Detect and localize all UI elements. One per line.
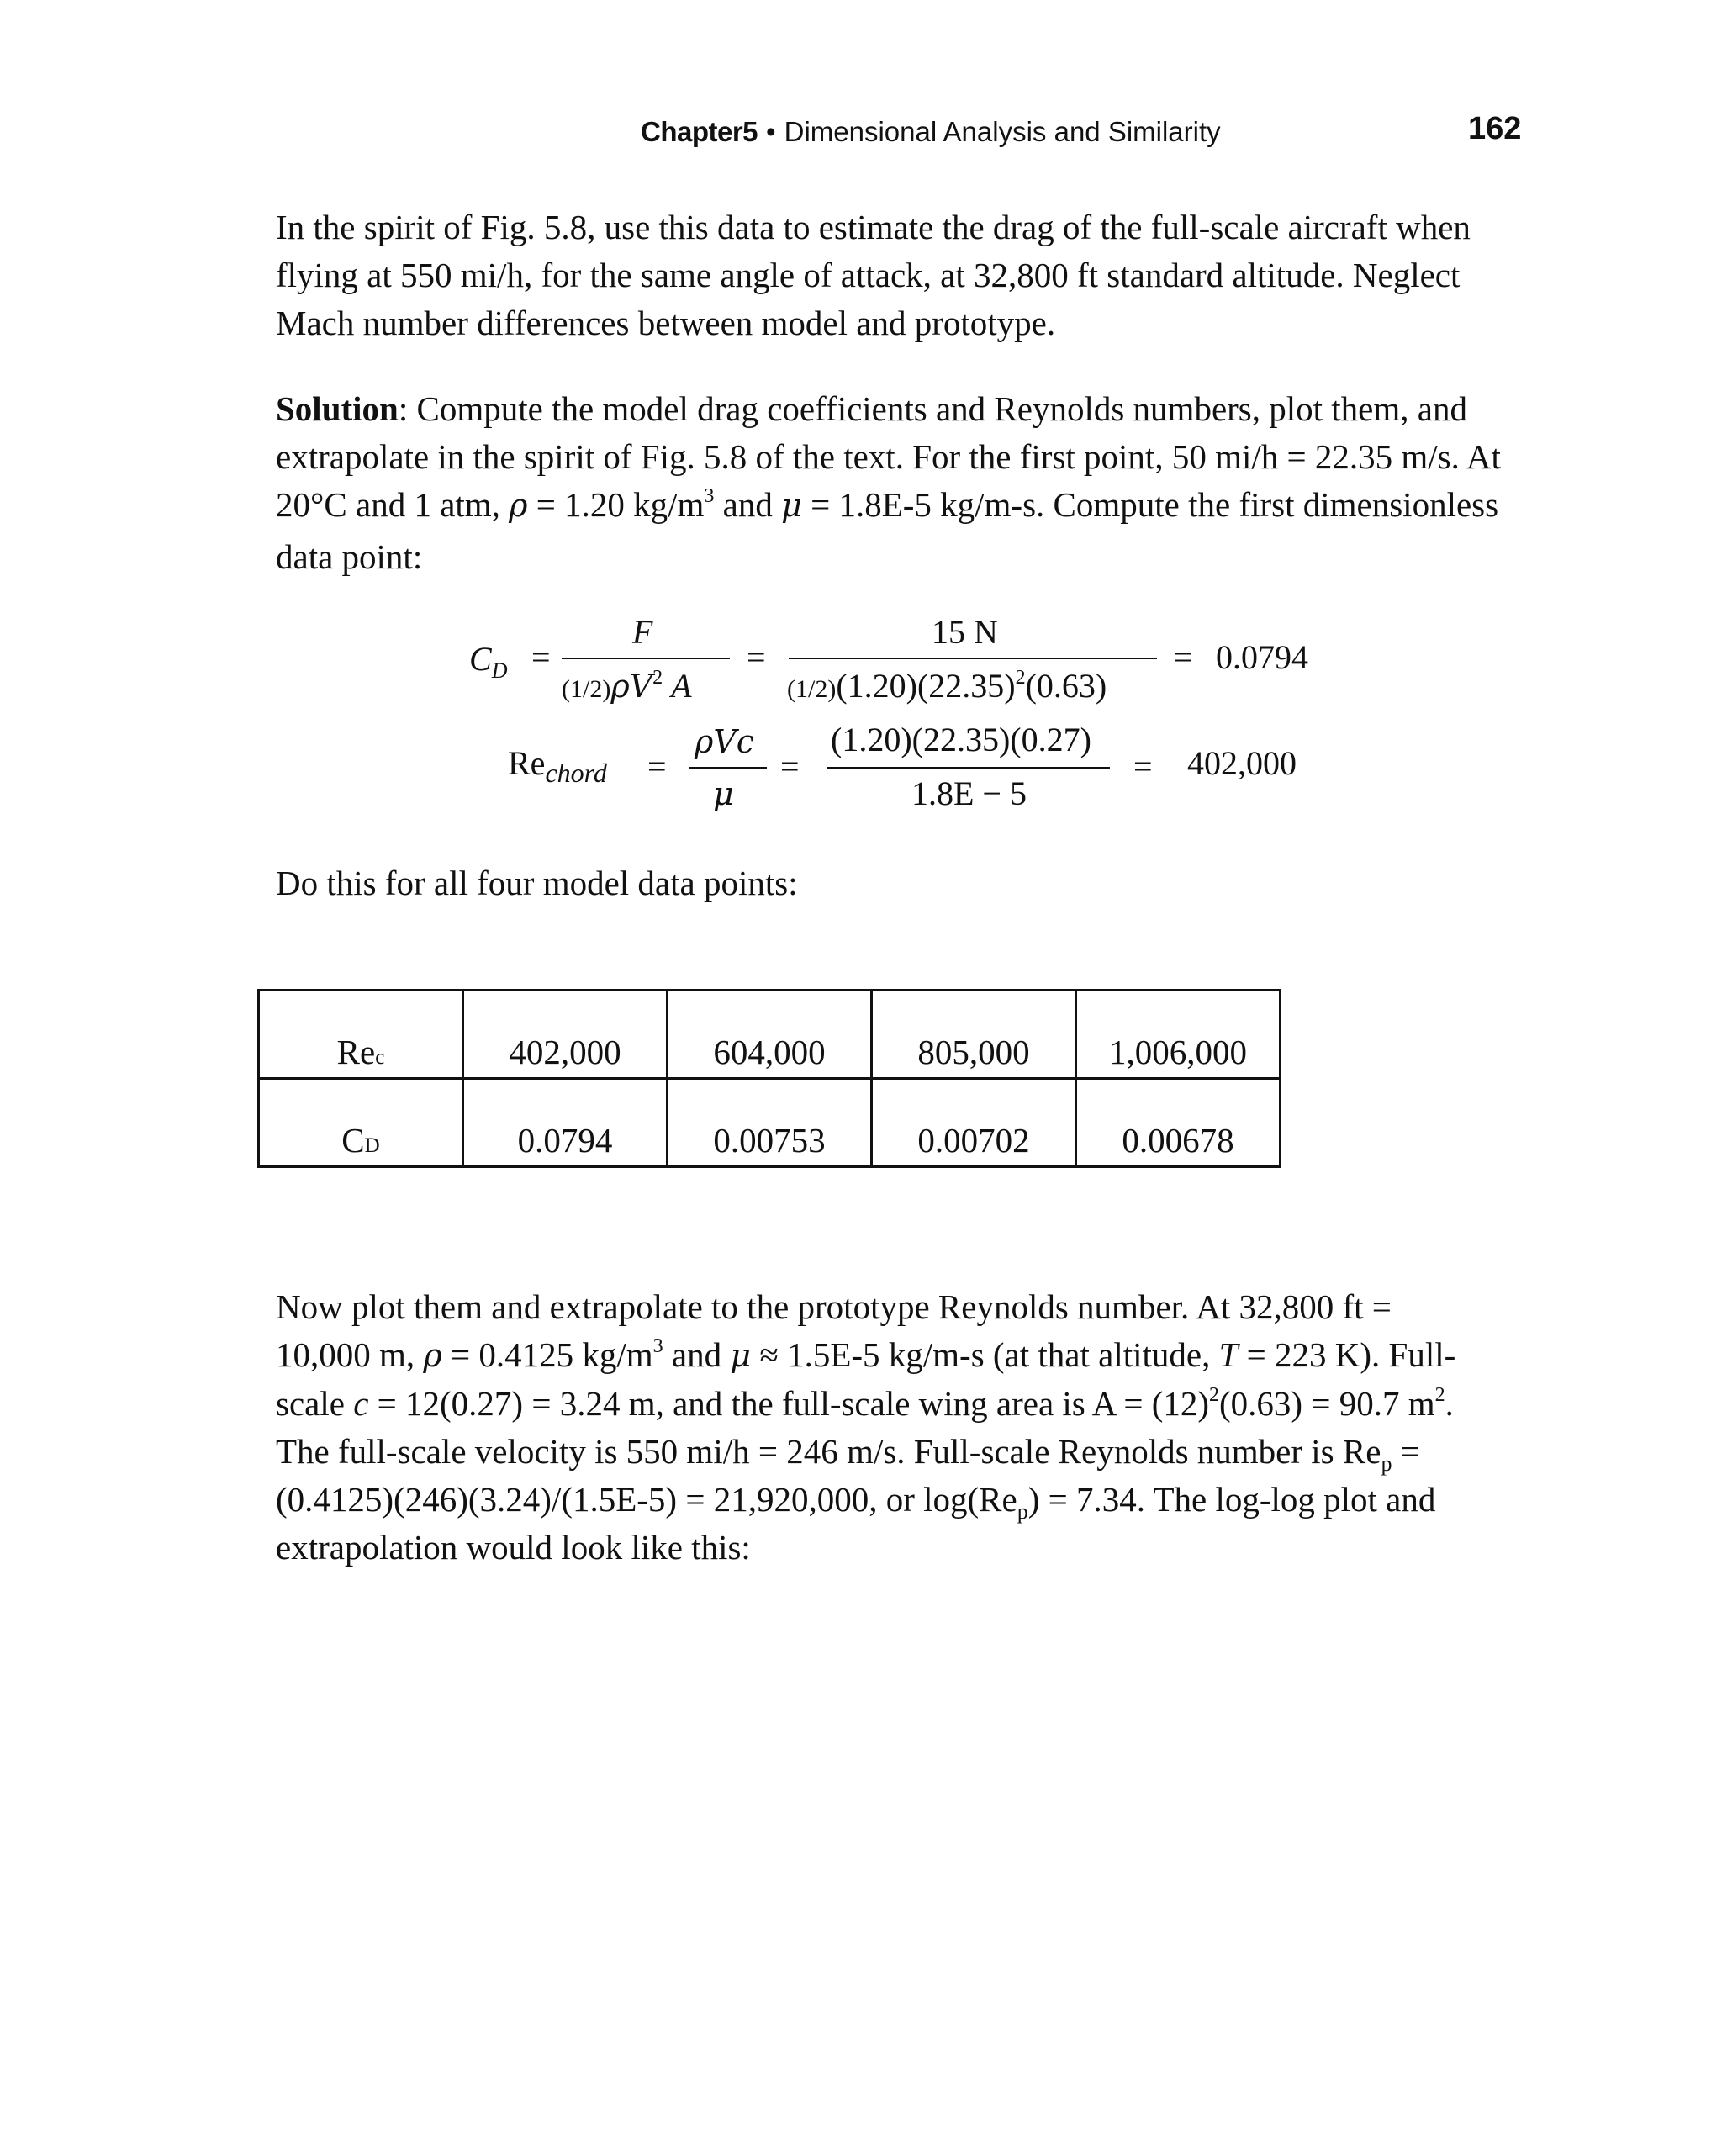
half-factor: (1/2) xyxy=(562,675,611,703)
equals-sign: = xyxy=(747,638,766,676)
cd-symbol: C xyxy=(469,640,492,678)
re-denominator-1 xyxy=(713,774,734,813)
solution-line: data point: xyxy=(276,537,423,576)
cd-result: 0.0794 xyxy=(1216,638,1308,676)
page-number: 162 xyxy=(1468,111,1522,146)
table-row xyxy=(259,991,1281,1079)
now-plot-line xyxy=(276,1331,1587,1380)
chord-symbol: c xyxy=(353,1384,369,1423)
solution-text: 20°C and 1 atm, xyxy=(276,485,510,524)
table-cell: 402,000 xyxy=(463,991,668,1079)
equals-sign: = xyxy=(647,748,667,785)
now-plot-line xyxy=(276,1476,1587,1524)
cd-lhs xyxy=(469,639,508,683)
solution-paragraph xyxy=(276,385,1587,581)
superscript: 2 xyxy=(1015,666,1026,689)
equals-sign: = xyxy=(1133,748,1153,785)
bullet: • xyxy=(766,116,776,147)
rho-symbol: ρ xyxy=(509,487,528,524)
re-result: 402,000 xyxy=(1187,744,1297,782)
table-cell: 604,000 xyxy=(668,991,872,1079)
row-label-text: Re xyxy=(336,1033,376,1071)
text: . xyxy=(1445,1384,1454,1423)
superscript: 2 xyxy=(1209,1384,1220,1407)
rho-symbol: ρ xyxy=(423,1337,442,1374)
mu-symbol: μ xyxy=(730,1337,752,1374)
chapter-title: Dimensional Analysis and Similarity xyxy=(784,116,1221,147)
solution-text: = 1.20 kg/m xyxy=(527,485,705,524)
equals-sign: = xyxy=(531,638,551,676)
intro-line: Mach number differences between model and prototype. xyxy=(276,304,1056,342)
re-numerator-1 xyxy=(695,721,754,761)
superscript: 3 xyxy=(704,485,715,508)
solution-label: Solution xyxy=(276,389,399,428)
table-cell: 0.00678 xyxy=(1076,1079,1281,1167)
subscript: p xyxy=(1017,1499,1028,1525)
solution-line xyxy=(276,481,1587,530)
intro-line: flying at 550 mi/h, for the same angle of attack, at 32,800 ft standard altitude. Neglect xyxy=(276,256,1461,294)
text: = 12(0.27) = 3.24 m, and the full-scale wing area is A = (12) xyxy=(368,1384,1210,1423)
solution-text: and xyxy=(714,485,782,524)
now-plot-paragraph xyxy=(276,1283,1587,1572)
do-this-text: Do this for all four model data points: xyxy=(276,864,798,902)
text: scale xyxy=(276,1384,354,1423)
table-cell: 0.00702 xyxy=(872,1079,1076,1167)
page-header xyxy=(0,111,1722,153)
text: = 0.4125 kg/m xyxy=(441,1335,653,1374)
chapter-label: Chapter5 xyxy=(641,116,758,147)
superscript: 2 xyxy=(1434,1384,1445,1407)
intro-line: In the spirit of Fig. 5.8, use this data to estimate the drag of the full-scale aircraft when xyxy=(276,208,1471,246)
table-row xyxy=(259,1079,1281,1167)
superscript: 2 xyxy=(652,666,663,689)
subscript: p xyxy=(1381,1451,1392,1477)
running-head xyxy=(641,116,1221,148)
row-label-rec xyxy=(259,991,463,1079)
table-cell: 805,000 xyxy=(872,991,1076,1079)
table-cell: 0.0794 xyxy=(463,1079,668,1167)
model-data-table xyxy=(257,989,1281,1168)
fraction-bar xyxy=(689,767,767,769)
intro-paragraph xyxy=(276,203,1587,347)
re-lhs xyxy=(508,743,607,788)
rho-v: ρV xyxy=(610,668,653,705)
text: ) = 7.34. The log-log plot and xyxy=(1027,1480,1436,1519)
re-symbol: Re xyxy=(508,744,546,782)
row-label-cd xyxy=(259,1079,463,1167)
text: The full-scale velocity is 550 mi/h = 246 m/s. Full-scale Reynolds number is Re xyxy=(276,1432,1381,1471)
mu-symbol: μ xyxy=(781,487,802,524)
fraction-bar xyxy=(827,767,1110,769)
text: (0.4125)(246)(3.24)/(1.5E-5) = 21,920,000, or log(Re xyxy=(276,1480,1017,1519)
now-plot-line: Now plot them and extrapolate to the prototype Reynolds number. At 32,800 ft = xyxy=(276,1287,1392,1326)
equals-sign: = xyxy=(780,748,800,785)
now-plot-line xyxy=(276,1428,1587,1476)
re-numerator-2: (1.20)(22.35)(0.27) xyxy=(831,721,1091,758)
area-symbol: A xyxy=(671,667,692,705)
row-label-subscript: c xyxy=(375,1046,385,1069)
text: ≈ 1.5E-5 kg/m-s (at that altitude, xyxy=(751,1335,1219,1374)
text: and xyxy=(663,1335,731,1374)
text: 10,000 m, xyxy=(276,1335,424,1374)
now-plot-line xyxy=(276,1380,1587,1428)
cd-denominator-1 xyxy=(562,666,692,705)
fraction-bar xyxy=(562,658,730,659)
mu-symbol: μ xyxy=(713,775,734,812)
row-label-subscript: D xyxy=(364,1134,380,1157)
equals-sign: = xyxy=(1174,638,1193,676)
solution-text: = 1.8E-5 kg/m-s. Compute the first dimensionless xyxy=(801,485,1499,524)
force-value: 15 N xyxy=(932,613,998,651)
cd-numerator-2 xyxy=(932,612,998,652)
solution-line: extrapolate in the spirit of Fig. 5.8 of the text. For the first point, 50 mi/h = 22.35 m/s. At xyxy=(276,437,1501,476)
cd-denominator-2 xyxy=(787,666,1107,705)
re-denominator-2: 1.8E − 5 xyxy=(911,774,1027,812)
do-this-line xyxy=(276,859,1587,907)
temperature-symbol: T xyxy=(1218,1335,1239,1374)
solution-text: : Compute the model drag coefficients and Reynolds numbers, plot them, and xyxy=(398,389,1467,428)
row-label-text: C xyxy=(341,1121,365,1160)
superscript: 3 xyxy=(652,1335,663,1358)
re-subscript: chord xyxy=(545,758,607,788)
table-cell: 1,006,000 xyxy=(1076,991,1281,1079)
solution-line xyxy=(276,385,1587,433)
fraction-bar xyxy=(789,658,1157,659)
den-values: (1.20)(22.35) xyxy=(836,667,1016,705)
text: = xyxy=(1392,1432,1420,1471)
text: = 223 K). Full- xyxy=(1238,1335,1456,1374)
text: (0.63) = 90.7 m xyxy=(1219,1384,1435,1423)
cd-subscript: D xyxy=(491,658,508,683)
den-values: (0.63) xyxy=(1025,667,1107,705)
half-factor: (1/2) xyxy=(787,675,837,703)
cd-numerator-1: F xyxy=(632,613,653,651)
now-plot-line: extrapolation would look like this: xyxy=(276,1528,751,1567)
rho-v-c: ρVc xyxy=(695,723,755,760)
table-cell: 0.00753 xyxy=(668,1079,872,1167)
